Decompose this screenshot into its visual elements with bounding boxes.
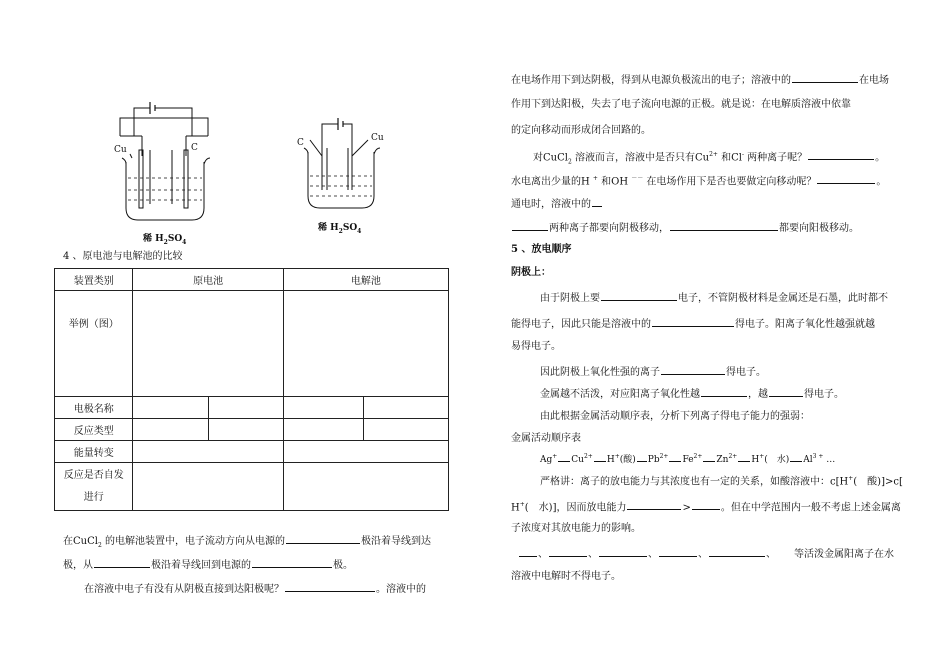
answer-blank[interactable] [285,581,375,592]
cathode-line-7: 金属活动顺序表 [511,433,581,444]
cathode-title: 阴极上： [511,267,551,278]
answer-blank[interactable] [637,451,647,462]
answer-blank[interactable] [549,546,587,557]
ion-order-line: Ag+ $Cu^{2+}$ H+(酸) $Pb^{2+}$ $Fe^{2+}$ $Zn^{2+}$ H+( 水) $Al^{3 +}$ … [540,453,836,465]
left-para-1: 在CuCl$_2$ 的电解池装置中，电子流动方向从电源的 极沿着导线到达 [63,533,431,553]
table-row-label: 反应类型 [55,419,133,441]
answer-blank[interactable] [703,451,715,462]
table-cell [283,419,363,441]
table-row-label: 举例（图） [55,291,133,397]
answer-blank[interactable] [558,451,570,462]
table-cell [133,441,283,463]
answer-blank[interactable] [808,149,874,160]
cathode-line-10: H+( 水)]，因而放电能力 > 。但在中学范围内一般不考虑上述金属离 [511,501,901,514]
left-para-3: 在溶液中电子有没有从阴极直接到达阳极呢？ 。溶液中的 [84,581,426,597]
table-cell [283,441,448,463]
table-cell [133,291,283,397]
table-cell [363,419,448,441]
cathode-line-12: 、 、 、 、 、 等活泼金属阳离子在水 [518,546,894,562]
table-header-cell: 原电池 [133,269,283,291]
answer-blank[interactable] [252,557,332,568]
answer-blank[interactable] [601,290,677,301]
answer-blank[interactable] [738,451,750,462]
cathode-line-13: 溶液中电解时不得电子。 [511,571,621,582]
answer-blank[interactable] [599,546,647,557]
electrolysis-diagram-1 [110,96,220,231]
left-para-2: 极，从 极沿着导线回到电源的 极。 [63,557,353,573]
table-header-cell: 电解池 [283,269,448,291]
table-cell [208,419,283,441]
table-row-label: 电极名称 [55,397,133,419]
answer-blank[interactable] [592,196,602,207]
diagram1-caption: 稀 $H_2SO_4$ [143,234,187,246]
diagram2-caption: 稀 $H_2SO_4$ [318,223,362,235]
cathode-line-6: 由此根据金属活动顺序表，分析下列离子得电子能力的强弱： [540,411,810,422]
answer-blank[interactable] [661,364,725,375]
answer-blank[interactable] [709,546,765,557]
answer-blank[interactable] [594,451,606,462]
cathode-line-11: 子浓度对其放电能力的影响。 [511,523,641,534]
cathode-line-9: 严格讲：离子的放电能力与其浓度也有一定的关系，如酸溶液中：c[H+( 酸)]>c[ [540,475,903,488]
section4-title: 4 、原电池与电解池的比较 [63,251,183,262]
answer-blank[interactable] [701,386,747,397]
diagram1-left-electrode: Cu [114,145,127,155]
cathode-line-1: 由于阴极上要 电子，不管阴极材料是金属还是石墨，此时都不 [540,290,888,306]
table-cell [133,397,208,419]
answer-blank[interactable] [817,173,875,184]
right-line-2: 作用下到达阳极，失去了电子流向电源的正极。就是说：在电解质溶液中依靠 [511,99,851,110]
answer-blank[interactable] [627,499,681,510]
answer-blank[interactable] [669,451,681,462]
comparison-table [54,268,449,511]
table-cell [133,463,283,511]
answer-blank[interactable] [670,220,778,231]
answer-blank[interactable] [519,546,537,557]
answer-blank[interactable] [512,220,548,231]
cathode-line-4: 因此阴极上氧化性强的离子 得电子。 [540,364,766,380]
section5-title: 5 、放电顺序 [511,244,572,255]
table-cell [208,397,283,419]
table-row-label: 能量转变 [55,441,133,463]
answer-blank[interactable] [286,533,360,544]
diagram2-left-electrode: C [297,138,304,148]
right-line-4: 对CuCl$_2$ 溶液而言，溶液中是否只有$Cu^{2+}$ 和Cl- 两种离子呢？ 。 [533,151,886,166]
answer-blank[interactable] [692,499,720,510]
right-line-7: 两种离子都要向阴极移动， 都要向阳极移动。 [511,220,859,236]
answer-blank[interactable] [652,316,734,327]
table-row-label: 反应是否自发 进行 [55,463,133,511]
answer-blank[interactable] [790,451,802,462]
cathode-line-2: 能得电子，因此只能是溶液中的 得电子。阳离子氧化性越强就越 [511,316,875,332]
right-line-6: 通电时，溶液中的 [511,196,603,212]
answer-blank[interactable] [769,386,803,397]
diagram2-right-electrode: Cu [371,133,384,143]
table-cell [283,397,363,419]
diagram1-right-electrode: C [191,143,198,153]
table-cell [283,463,448,511]
cathode-line-3: 易得电子。 [511,341,561,352]
right-line-3: 的定向移动而形成闭合回路的。 [511,125,651,136]
table-cell [133,419,208,441]
right-line-5: 水电离出少量的H + 和OH －－ 在电场作用下是否也要做定向移动呢？ 。 [511,175,887,188]
table-header-cell: 装置类别 [55,269,133,291]
table-cell [283,291,448,397]
electrolysis-diagram-2 [296,114,386,224]
right-line-1: 在电场作用下到达阴极，得到从电源负极流出的电子；溶液中的 在电场 [511,72,889,88]
answer-blank[interactable] [94,557,150,568]
answer-blank[interactable] [659,546,697,557]
cathode-line-5: 金属越不活泼，对应阳离子氧化性越 ，越 得电子。 [540,386,844,402]
answer-blank[interactable] [792,72,858,83]
table-cell [363,397,448,419]
